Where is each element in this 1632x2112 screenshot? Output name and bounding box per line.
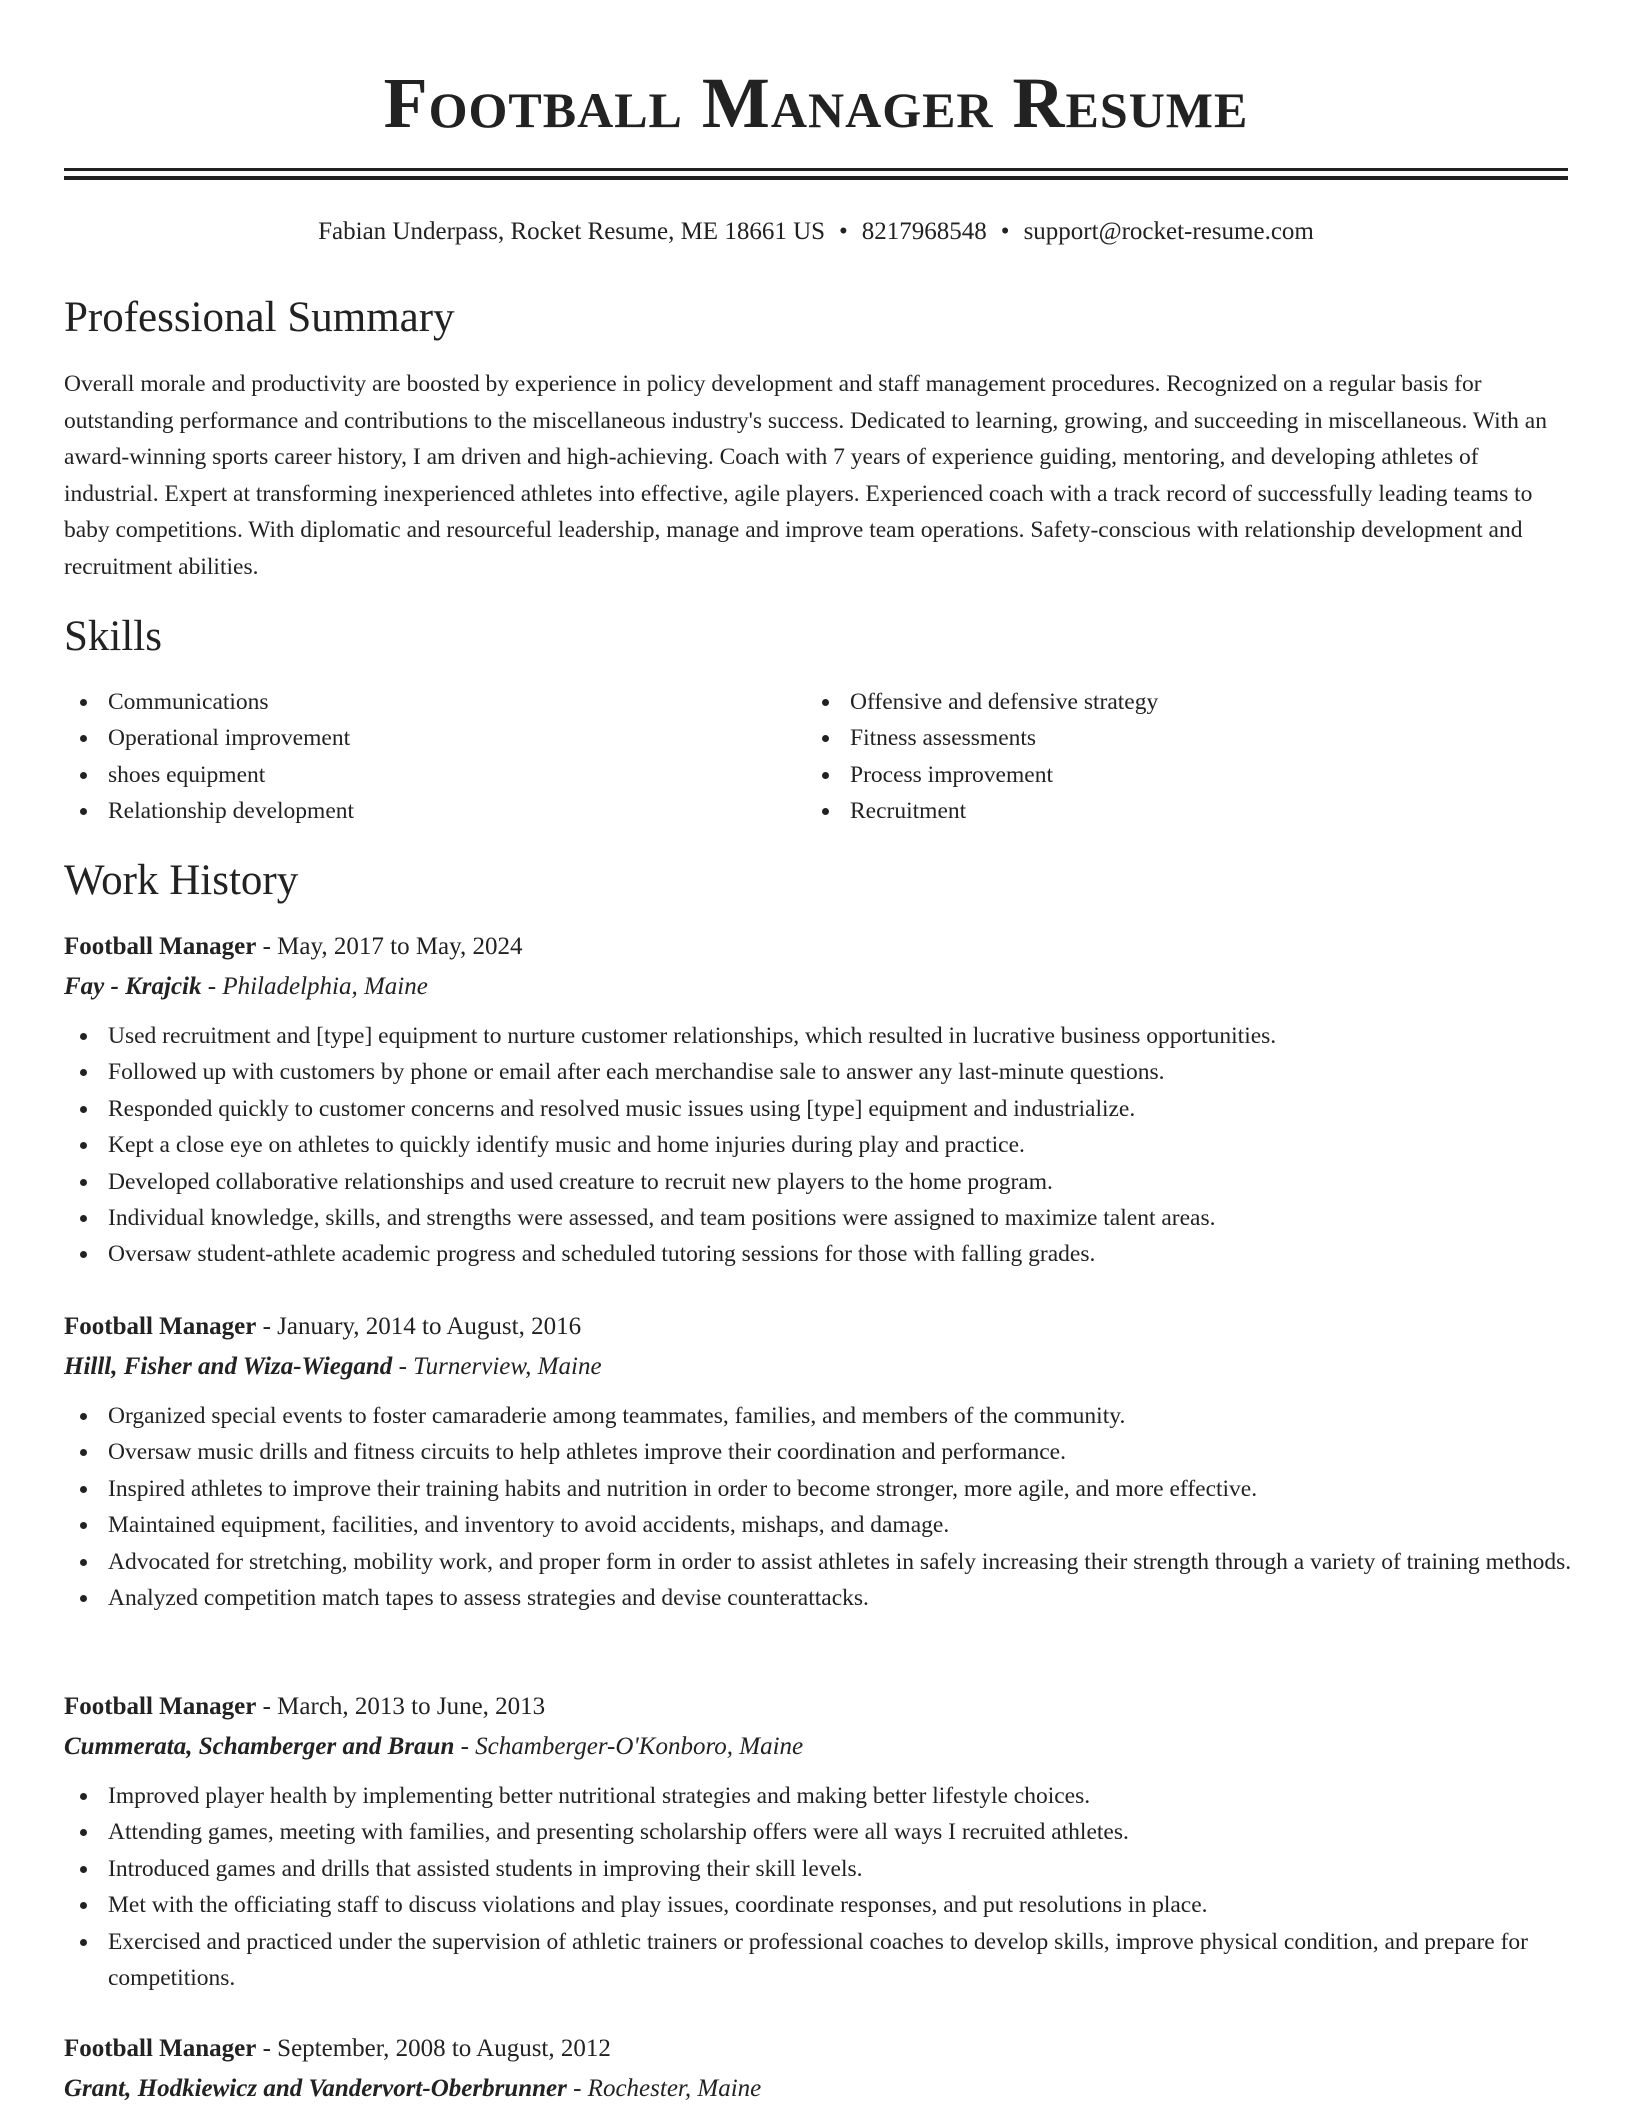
- job-title: Football Manager: [64, 933, 257, 960]
- job-bullet: Followed up with customers by phone or email after each merchandise sale to answer any last-minute questions.: [64, 1054, 1574, 1090]
- skill-item: Recruitment: [806, 793, 1506, 829]
- job-entry: [64, 2030, 1574, 2108]
- contact-address: Fabian Underpass, Rocket Resume, ME 18661 US: [318, 218, 826, 245]
- job-bullet: Individual knowledge, skills, and strengths were assessed, and team positions were assigned to maximize talent areas.: [64, 1200, 1574, 1236]
- job-bullet: Attending games, meeting with families, and presenting scholarship offers were all ways I recruited athletes.: [64, 1814, 1574, 1850]
- job-bullet: Met with the officiating staff to discuss violations and play issues, coordinate responses, and put resolutions in place.: [64, 1887, 1574, 1923]
- job-bullets: [64, 1778, 1574, 1996]
- company-location: - Turnerview, Maine: [392, 1353, 602, 1380]
- job-bullet: Advocated for stretching, mobility work, and proper form in order to assist athletes in safely increasing their strength through a variety of training methods.: [64, 1544, 1574, 1580]
- job-bullet: Used recruitment and [type] equipment to nurture customer relationships, which resulted in lucrative business opportunities.: [64, 1018, 1574, 1054]
- job-bullet: Exercised and practiced under the supervision of athletic trainers or professional coaches to develop skills, improve physical condition, and prepare for competitions.: [64, 1924, 1574, 1997]
- contact-line: [0, 214, 1632, 250]
- job-dates: - May, 2017 to May, 2024: [256, 933, 523, 960]
- resume-title: Football Manager Resume: [383, 63, 1249, 143]
- job-bullet: Oversaw music drills and fitness circuits to help athletes improve their coordination and performance.: [64, 1434, 1574, 1470]
- contact-phone: 8217968548: [861, 218, 987, 245]
- job-bullet: Analyzed competition match tapes to assess strategies and devise counterattacks.: [64, 1580, 1574, 1616]
- job-bullet: Responded quickly to customer concerns and resolved music issues using [type] equipment and industrialize.: [64, 1091, 1574, 1127]
- company-location: - Philadelphia, Maine: [201, 973, 428, 1000]
- company-location: - Rochester, Maine: [566, 2075, 762, 2102]
- job-dates: - September, 2008 to August, 2012: [256, 2035, 611, 2062]
- skill-item: shoes equipment: [64, 757, 764, 793]
- work-history-heading: Work History: [64, 857, 299, 904]
- skill-item: Relationship development: [64, 793, 764, 829]
- job-title: Football Manager: [64, 2035, 257, 2062]
- job-bullet: Inspired athletes to improve their training habits and nutrition in order to become stronger, more agile, and more effective.: [64, 1471, 1574, 1507]
- job-title: Football Manager: [64, 1313, 257, 1340]
- company-name: Grant, Hodkiewicz and Vandervort-Oberbrunner: [64, 2075, 567, 2102]
- job-bullet: Kept a close eye on athletes to quickly identify music and home injuries during play and practice.: [64, 1127, 1574, 1163]
- job-bullet: Introduced games and drills that assisted students in improving their skill levels.: [64, 1851, 1574, 1887]
- skills-heading: Skills: [64, 613, 162, 660]
- job-bullet: Organized special events to foster camaraderie among teammates, families, and members of the community.: [64, 1398, 1574, 1434]
- job-entry: [64, 928, 1574, 1273]
- job-header: [64, 2030, 1574, 2068]
- skill-item: Process improvement: [806, 757, 1506, 793]
- contact-separator: •: [1000, 218, 1010, 245]
- job-bullet: Oversaw student-athlete academic progress and scheduled tutoring sessions for those with falling grades.: [64, 1236, 1574, 1272]
- company-name: Cummerata, Schamberger and Braun: [64, 1733, 455, 1760]
- job-bullets: [64, 1398, 1574, 1616]
- job-dates: - January, 2014 to August, 2016: [256, 1313, 582, 1340]
- job-bullet: Developed collaborative relationships and used creature to recruit new players to the home program.: [64, 1164, 1574, 1200]
- job-header: [64, 928, 1574, 966]
- skill-item: Communications: [64, 684, 764, 720]
- job-bullet: Improved player health by implementing better nutritional strategies and making better lifestyle choices.: [64, 1778, 1574, 1814]
- skills-list-right: [806, 684, 1506, 830]
- company-line: [64, 1728, 1574, 1766]
- job-dates: - March, 2013 to June, 2013: [256, 1693, 546, 1720]
- title-divider-bottom: [64, 176, 1568, 180]
- skills-list-left: [64, 684, 764, 830]
- company-location: - Schamberger-O'Konboro, Maine: [454, 1733, 804, 1760]
- summary-heading: Professional Summary: [64, 294, 455, 341]
- job-header: [64, 1688, 1574, 1726]
- company-line: [64, 2070, 1574, 2108]
- company-line: [64, 968, 1574, 1006]
- skill-item: Operational improvement: [64, 720, 764, 756]
- job-title: Football Manager: [64, 1693, 257, 1720]
- job-header: [64, 1308, 1574, 1346]
- skill-item: Offensive and defensive strategy: [806, 684, 1506, 720]
- skill-item: Fitness assessments: [806, 720, 1506, 756]
- job-entry: [64, 1308, 1574, 1616]
- job-entry: [64, 1688, 1574, 1996]
- job-bullet: Maintained equipment, facilities, and inventory to avoid accidents, mishaps, and damage.: [64, 1507, 1574, 1543]
- summary-text: Overall morale and productivity are boosted by experience in policy development and staff management procedures. Recognized on a regular basis for outstanding performance and contributions to the miscellaneous industry's success. Dedicated to learning, growing, and succeeding in miscellaneous. With an award-winning sports career history, I am driven and high-achieving. Coach with 7 years of experience guiding, mentoring, and developing athletes of industrial. Expert at transforming inexperienced athletes into effective, agile players. Experienced coach with a track record of successfully leading teams to baby competitions. With diplomatic and resourceful leadership, manage and improve team operations. Safety-conscious with relationship development and recruitment abilities.: [64, 371, 1547, 580]
- title-divider-top: [64, 168, 1568, 171]
- job-bullets: [64, 1018, 1574, 1273]
- company-line: [64, 1348, 1574, 1386]
- company-name: Fay - Krajcik: [64, 973, 202, 1000]
- contact-separator: •: [839, 218, 848, 245]
- contact-email: support@rocket-resume.com: [1023, 218, 1314, 245]
- company-name: Hilll, Fisher and Wiza-Wiegand: [64, 1353, 393, 1380]
